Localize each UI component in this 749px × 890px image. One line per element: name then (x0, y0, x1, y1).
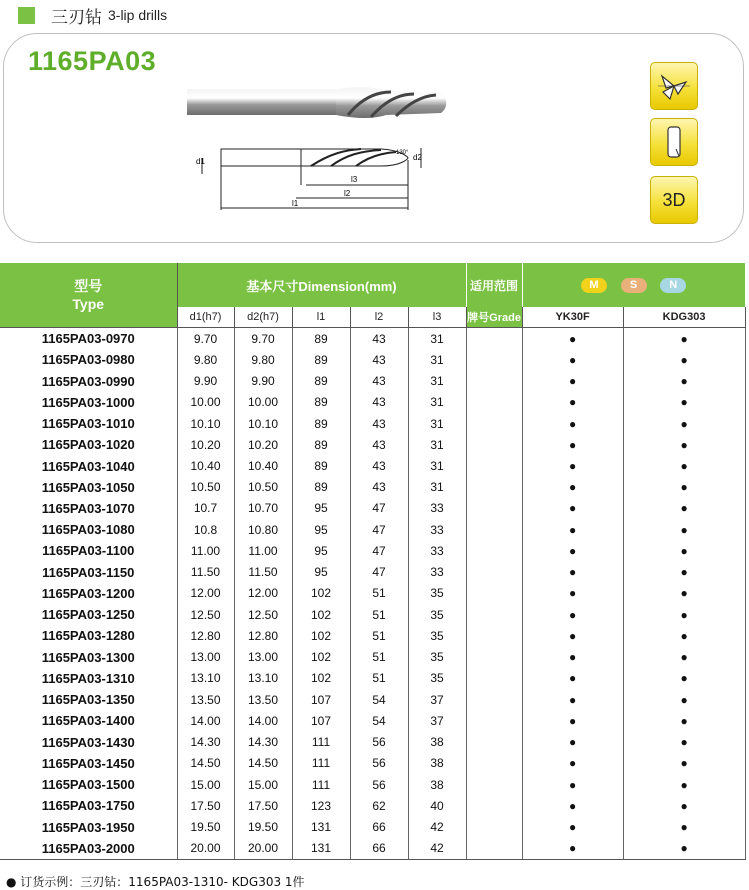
cell-l1: 89 (292, 477, 350, 498)
cell-l1: 89 (292, 455, 350, 476)
product-code: 1165PA03-1020 (0, 434, 177, 455)
model-name: 1165PA03 (28, 46, 157, 76)
cell-l2: 54 (350, 710, 408, 731)
cell-kdg303: ● (623, 434, 745, 455)
3d-label: 3D (662, 189, 686, 210)
col-l3: l3 (408, 307, 466, 328)
title-chinese: 三刃钻 (51, 7, 102, 28)
cell-application (466, 731, 522, 752)
cell-l2: 54 (350, 689, 408, 710)
cell-l3: 33 (408, 498, 466, 519)
cell-d2: 12.50 (234, 604, 292, 625)
cell-l1: 89 (292, 434, 350, 455)
cell-l2: 43 (350, 392, 408, 413)
cell-kdg303: ● (623, 583, 745, 604)
cell-d1: 13.10 (177, 668, 234, 689)
cell-l1: 102 (292, 583, 350, 604)
cell-application (466, 710, 522, 731)
material-n-badge: N (660, 278, 686, 293)
drill-drawing (196, 140, 428, 216)
product-code: 1165PA03-1280 (0, 625, 177, 646)
cell-l1: 111 (292, 731, 350, 752)
cell-d2: 14.50 (234, 753, 292, 774)
table-row (0, 455, 745, 476)
col-kdg303: KDG303 (623, 307, 745, 328)
cell-application (466, 413, 522, 434)
cell-d1: 10.50 (177, 477, 234, 498)
cell-l1: 95 (292, 540, 350, 561)
product-code: 1165PA03-1070 (0, 498, 177, 519)
cell-application (466, 753, 522, 774)
material-m-badge: M (581, 278, 607, 293)
cell-yk30f: ● (522, 647, 623, 668)
coolant-view-button[interactable] (650, 118, 698, 166)
cell-application (466, 455, 522, 476)
material-header (522, 263, 745, 307)
table-row (0, 562, 745, 583)
cell-l2: 43 (350, 434, 408, 455)
col-l1: l1 (292, 307, 350, 328)
cell-d1: 17.50 (177, 795, 234, 816)
cell-application (466, 838, 522, 860)
cell-kdg303: ● (623, 710, 745, 731)
product-code: 1165PA03-2000 (0, 838, 177, 860)
cell-kdg303: ● (623, 689, 745, 710)
cell-l2: 56 (350, 774, 408, 795)
table-row (0, 604, 745, 625)
cell-kdg303: ● (623, 413, 745, 434)
cell-application (466, 795, 522, 816)
cell-application (466, 562, 522, 583)
cell-d2: 10.70 (234, 498, 292, 519)
cell-yk30f: ● (522, 562, 623, 583)
cell-l3: 40 (408, 795, 466, 816)
cell-l1: 102 (292, 668, 350, 689)
cell-yk30f: ● (522, 583, 623, 604)
cell-l1: 89 (292, 328, 350, 350)
section-marker-icon (18, 7, 35, 24)
table-row (0, 668, 745, 689)
cell-l1: 102 (292, 625, 350, 646)
product-code: 1165PA03-0970 (0, 328, 177, 350)
cell-kdg303: ● (623, 349, 745, 370)
cell-d1: 14.30 (177, 731, 234, 752)
cell-l3: 31 (408, 434, 466, 455)
table-row (0, 392, 745, 413)
application-header: 适用范围 (466, 263, 522, 307)
cell-application (466, 668, 522, 689)
cell-kdg303: ● (623, 604, 745, 625)
product-code: 1165PA03-1050 (0, 477, 177, 498)
cell-application (466, 816, 522, 837)
cell-l3: 31 (408, 477, 466, 498)
cell-l1: 95 (292, 562, 350, 583)
dim-d1: d1 (196, 157, 205, 166)
product-code: 1165PA03-1040 (0, 455, 177, 476)
cell-kdg303: ● (623, 498, 745, 519)
cell-d1: 10.8 (177, 519, 234, 540)
cell-d2: 19.50 (234, 816, 292, 837)
col-d2: d2(h7) (234, 307, 292, 328)
cell-d1: 10.20 (177, 434, 234, 455)
cell-d2: 10.00 (234, 392, 292, 413)
cell-kdg303: ● (623, 838, 745, 860)
cell-application (466, 477, 522, 498)
cell-l1: 131 (292, 838, 350, 860)
product-code: 1165PA03-0980 (0, 349, 177, 370)
product-code: 1165PA03-1400 (0, 710, 177, 731)
cell-l3: 38 (408, 731, 466, 752)
shank-profile-icon (662, 124, 686, 160)
cell-d1: 19.50 (177, 816, 234, 837)
cell-d1: 11.00 (177, 540, 234, 561)
cell-l2: 43 (350, 413, 408, 434)
cell-yk30f: ● (522, 710, 623, 731)
cell-application (466, 498, 522, 519)
cell-l3: 35 (408, 647, 466, 668)
cell-d2: 13.10 (234, 668, 292, 689)
cell-kdg303: ● (623, 625, 745, 646)
3d-model-button[interactable] (650, 176, 698, 224)
cell-kdg303: ● (623, 731, 745, 752)
cell-yk30f: ● (522, 392, 623, 413)
dim-d2: d2 (413, 153, 422, 162)
cell-application (466, 434, 522, 455)
cell-yk30f: ● (522, 774, 623, 795)
product-code: 1165PA03-0990 (0, 370, 177, 391)
cell-yk30f: ● (522, 413, 623, 434)
cell-application (466, 392, 522, 413)
cell-d2: 13.50 (234, 689, 292, 710)
cell-l3: 31 (408, 455, 466, 476)
cell-l2: 62 (350, 795, 408, 816)
table-row (0, 349, 745, 370)
cell-l3: 31 (408, 370, 466, 391)
table-row (0, 816, 745, 837)
dim-l1: l1 (292, 199, 299, 208)
cell-d2: 11.50 (234, 562, 292, 583)
col-l2: l2 (350, 307, 408, 328)
cell-application (466, 647, 522, 668)
cell-l3: 38 (408, 774, 466, 795)
cell-application (466, 370, 522, 391)
cell-kdg303: ● (623, 540, 745, 561)
cell-kdg303: ● (623, 392, 745, 413)
cell-l3: 33 (408, 540, 466, 561)
cell-l3: 35 (408, 668, 466, 689)
cell-l3: 31 (408, 328, 466, 350)
cell-l2: 43 (350, 328, 408, 350)
cell-d1: 12.50 (177, 604, 234, 625)
table-row (0, 519, 745, 540)
product-code: 1165PA03-1250 (0, 604, 177, 625)
drill-tip-view-button[interactable] (650, 62, 698, 110)
cell-l3: 37 (408, 689, 466, 710)
cell-d2: 10.80 (234, 519, 292, 540)
cell-application (466, 328, 522, 350)
cell-l3: 42 (408, 838, 466, 860)
cell-d1: 10.7 (177, 498, 234, 519)
product-code: 1165PA03-1200 (0, 583, 177, 604)
cell-d2: 10.20 (234, 434, 292, 455)
cell-l1: 89 (292, 392, 350, 413)
cell-d1: 13.50 (177, 689, 234, 710)
cell-application (466, 774, 522, 795)
cell-l2: 47 (350, 562, 408, 583)
cell-l1: 89 (292, 370, 350, 391)
cell-d2: 14.30 (234, 731, 292, 752)
cell-application (466, 540, 522, 561)
cell-l2: 66 (350, 838, 408, 860)
cell-d2: 10.10 (234, 413, 292, 434)
table-row (0, 689, 745, 710)
cell-d2: 17.50 (234, 795, 292, 816)
table-row (0, 795, 745, 816)
col-yk30f: YK30F (522, 307, 623, 328)
cell-d1: 14.00 (177, 710, 234, 731)
cell-l1: 95 (292, 519, 350, 540)
cell-kdg303: ● (623, 477, 745, 498)
product-code: 1165PA03-1310 (0, 668, 177, 689)
table-row (0, 753, 745, 774)
cell-l2: 47 (350, 498, 408, 519)
order-example: ● 订货示例：三刃钻：1165PA03-1310- KDG303 1件 (6, 875, 305, 889)
section-title (18, 4, 167, 26)
cell-d1: 10.40 (177, 455, 234, 476)
cell-l3: 31 (408, 349, 466, 370)
cell-l2: 43 (350, 349, 408, 370)
cell-l1: 107 (292, 689, 350, 710)
table-row (0, 498, 745, 519)
cell-d1: 12.80 (177, 625, 234, 646)
drill-photo (186, 84, 448, 122)
cell-d1: 13.00 (177, 647, 234, 668)
cell-l3: 38 (408, 753, 466, 774)
cell-l2: 51 (350, 583, 408, 604)
cell-l1: 111 (292, 774, 350, 795)
cell-yk30f: ● (522, 540, 623, 561)
cell-yk30f: ● (522, 455, 623, 476)
cell-application (466, 689, 522, 710)
cell-l3: 42 (408, 816, 466, 837)
product-code: 1165PA03-1750 (0, 795, 177, 816)
table-row (0, 328, 745, 350)
dimension-header: 基本尺寸Dimension(mm) (177, 263, 466, 307)
cell-yk30f: ● (522, 795, 623, 816)
col-d1: d1(h7) (177, 307, 234, 328)
cell-d1: 14.50 (177, 753, 234, 774)
cell-kdg303: ● (623, 795, 745, 816)
cell-yk30f: ● (522, 731, 623, 752)
table-row (0, 710, 745, 731)
cell-l3: 31 (408, 392, 466, 413)
cell-d2: 10.40 (234, 455, 292, 476)
dim-l3: l3 (351, 175, 358, 184)
cell-l1: 95 (292, 498, 350, 519)
cell-l3: 35 (408, 625, 466, 646)
cell-application (466, 625, 522, 646)
product-code: 1165PA03-1450 (0, 753, 177, 774)
table-row (0, 774, 745, 795)
cell-l2: 51 (350, 668, 408, 689)
cell-kdg303: ● (623, 519, 745, 540)
cell-d1: 9.70 (177, 328, 234, 350)
cell-application (466, 604, 522, 625)
cell-d1: 9.90 (177, 370, 234, 391)
cell-d2: 13.00 (234, 647, 292, 668)
cell-l1: 102 (292, 604, 350, 625)
cell-l3: 31 (408, 413, 466, 434)
table-row (0, 477, 745, 498)
cell-d1: 9.80 (177, 349, 234, 370)
cell-l3: 35 (408, 604, 466, 625)
product-code: 1165PA03-1100 (0, 540, 177, 561)
cell-d2: 12.80 (234, 625, 292, 646)
table-row (0, 370, 745, 391)
type-header: 型号 Type (0, 263, 177, 328)
cell-kdg303: ● (623, 774, 745, 795)
cell-application (466, 583, 522, 604)
cell-kdg303: ● (623, 647, 745, 668)
cell-l2: 66 (350, 816, 408, 837)
cell-yk30f: ● (522, 498, 623, 519)
cell-kdg303: ● (623, 328, 745, 350)
cell-kdg303: ● (623, 562, 745, 583)
cell-d1: 11.50 (177, 562, 234, 583)
cell-yk30f: ● (522, 668, 623, 689)
table-row (0, 625, 745, 646)
cell-d2: 10.50 (234, 477, 292, 498)
cell-application (466, 519, 522, 540)
cell-yk30f: ● (522, 349, 623, 370)
product-code: 1165PA03-1950 (0, 816, 177, 837)
cell-yk30f: ● (522, 753, 623, 774)
cell-yk30f: ● (522, 370, 623, 391)
dim-angle: 130° (396, 150, 409, 156)
cell-l2: 43 (350, 477, 408, 498)
cell-d1: 20.00 (177, 838, 234, 860)
table-row (0, 540, 745, 561)
product-code: 1165PA03-1430 (0, 731, 177, 752)
cell-yk30f: ● (522, 689, 623, 710)
cell-application (466, 349, 522, 370)
three-lip-tip-icon (656, 68, 692, 104)
cell-kdg303: ● (623, 370, 745, 391)
table-row (0, 647, 745, 668)
cell-l2: 51 (350, 625, 408, 646)
cell-l2: 43 (350, 370, 408, 391)
product-code: 1165PA03-1000 (0, 392, 177, 413)
cell-kdg303: ● (623, 753, 745, 774)
cell-d2: 9.90 (234, 370, 292, 391)
table-row (0, 838, 745, 860)
product-code: 1165PA03-1150 (0, 562, 177, 583)
material-s-badge: S (621, 278, 647, 293)
cell-d2: 9.80 (234, 349, 292, 370)
cell-l2: 56 (350, 731, 408, 752)
cell-d2: 11.00 (234, 540, 292, 561)
title-english: 3-lip drills (108, 7, 168, 23)
cell-l1: 131 (292, 816, 350, 837)
cell-l1: 123 (292, 795, 350, 816)
cell-yk30f: ● (522, 434, 623, 455)
cell-l3: 33 (408, 562, 466, 583)
cell-d1: 12.00 (177, 583, 234, 604)
table-row (0, 413, 745, 434)
cell-l3: 37 (408, 710, 466, 731)
cell-l1: 102 (292, 647, 350, 668)
product-code: 1165PA03-1500 (0, 774, 177, 795)
spec-table (0, 263, 746, 860)
cell-l3: 33 (408, 519, 466, 540)
cell-yk30f: ● (522, 625, 623, 646)
cell-l1: 111 (292, 753, 350, 774)
cell-yk30f: ● (522, 816, 623, 837)
cell-d2: 15.00 (234, 774, 292, 795)
cell-l1: 89 (292, 349, 350, 370)
table-row (0, 434, 745, 455)
cell-d2: 14.00 (234, 710, 292, 731)
product-code: 1165PA03-1300 (0, 647, 177, 668)
cell-yk30f: ● (522, 477, 623, 498)
cell-d2: 9.70 (234, 328, 292, 350)
cell-d1: 10.10 (177, 413, 234, 434)
cell-d2: 20.00 (234, 838, 292, 860)
cell-l1: 107 (292, 710, 350, 731)
cell-kdg303: ● (623, 816, 745, 837)
table-row (0, 583, 745, 604)
cell-yk30f: ● (522, 604, 623, 625)
grade-header: 牌号Grade (466, 307, 522, 328)
cell-l3: 35 (408, 583, 466, 604)
cell-yk30f: ● (522, 328, 623, 350)
cell-l2: 43 (350, 455, 408, 476)
table-row (0, 731, 745, 752)
product-code: 1165PA03-1350 (0, 689, 177, 710)
cell-l2: 51 (350, 604, 408, 625)
cell-d1: 10.00 (177, 392, 234, 413)
cell-d1: 15.00 (177, 774, 234, 795)
cell-l2: 51 (350, 647, 408, 668)
cell-l2: 47 (350, 540, 408, 561)
product-code: 1165PA03-1010 (0, 413, 177, 434)
cell-yk30f: ● (522, 519, 623, 540)
cell-kdg303: ● (623, 455, 745, 476)
cell-kdg303: ● (623, 668, 745, 689)
cell-l1: 89 (292, 413, 350, 434)
dim-l2: l2 (344, 189, 351, 198)
cell-l2: 56 (350, 753, 408, 774)
cell-d2: 12.00 (234, 583, 292, 604)
cell-l2: 47 (350, 519, 408, 540)
cell-yk30f: ● (522, 838, 623, 860)
product-code: 1165PA03-1080 (0, 519, 177, 540)
